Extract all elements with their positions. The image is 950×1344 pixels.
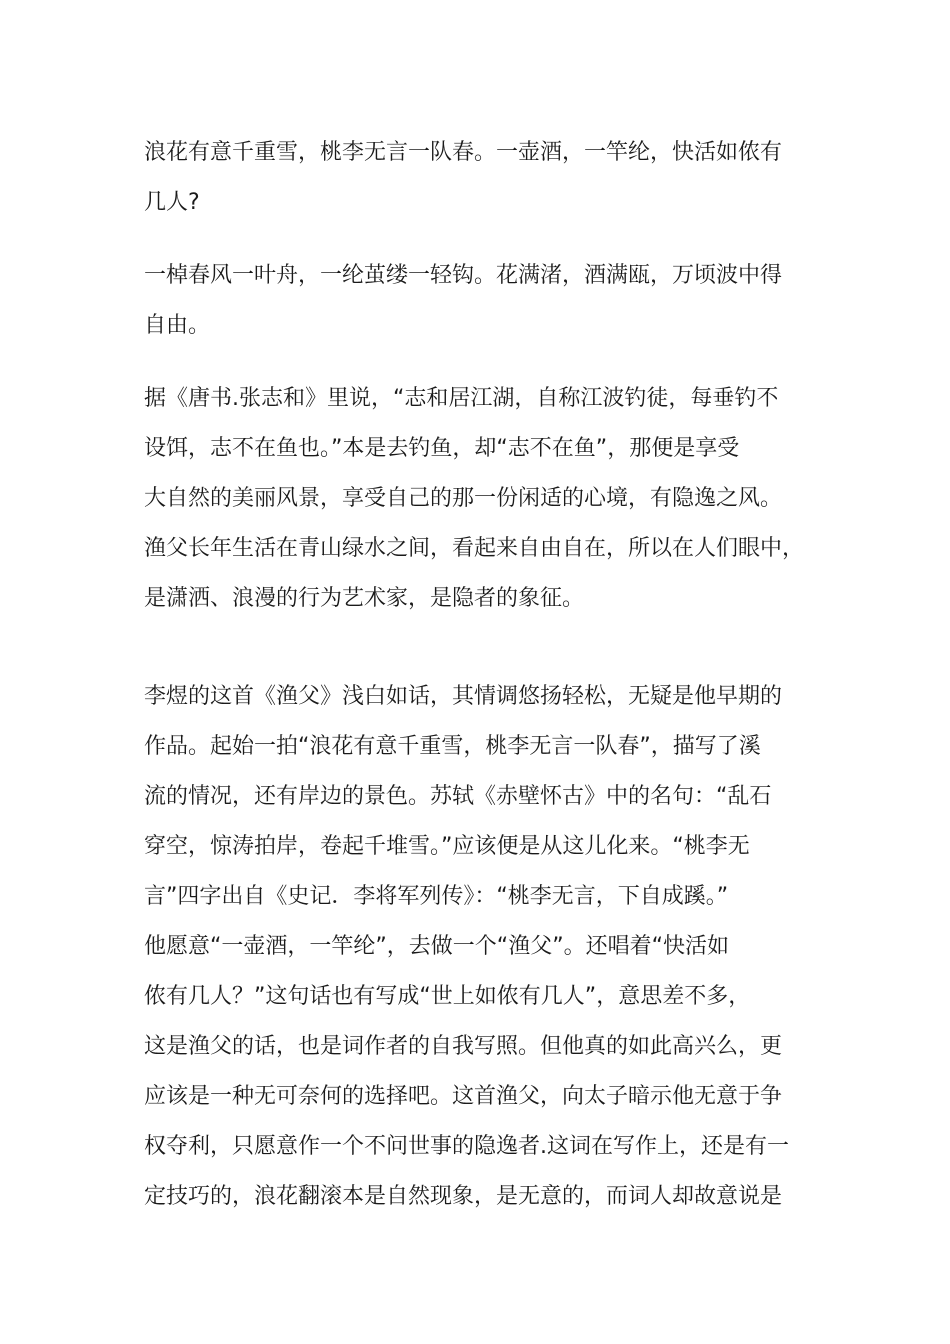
text-line: 言”四字出自《史记．李将军列传》：“桃李无言，下自成蹊。” bbox=[144, 884, 729, 909]
text-line: 李煜的这首《渔父》浅白如话，其情调悠扬轻松，无疑是他早期的 bbox=[144, 684, 783, 709]
paragraph-poem-2 bbox=[144, 251, 816, 351]
text-column bbox=[144, 128, 816, 1222]
text-line: 据《唐书.张志和》里说，“志和居江湖，自称江波钓徒，每垂钓不 bbox=[144, 386, 779, 411]
text-line: 应该是一种无可奈何的选择吧。这首渔父，向太子暗示他无意于争 bbox=[144, 1084, 783, 1109]
paragraph-background bbox=[144, 374, 816, 624]
text-line: 自由。 bbox=[144, 313, 211, 338]
text-line: 流的情况，还有岸边的景色。苏轼《赤壁怀古》中的名句：“乱石 bbox=[144, 784, 772, 809]
paragraph-gap bbox=[144, 351, 816, 374]
text-line: 一棹春风一叶舟，一纶茧缕一轻钩。花满渚，酒满瓯，万顷波中得 bbox=[144, 263, 783, 288]
text-line: 权夺利，只愿意作一个不问世事的隐逸者.这词在写作上，还是有一 bbox=[144, 1134, 789, 1159]
text-line: 侬有几人？”这句话也有写成“世上如侬有几人”，意思差不多， bbox=[144, 984, 751, 1009]
text-line: 大自然的美丽风景，享受自己的那一份闲适的心境，有隐逸之风。 bbox=[144, 486, 783, 511]
paragraph-gap bbox=[144, 228, 816, 251]
text-line: 设饵，志不在鱼也。”本是去钓鱼，却“志不在鱼”，那便是享受 bbox=[144, 436, 740, 461]
text-line: 定技巧的，浪花翻滚本是自然现象，是无意的，而词人却故意说是 bbox=[144, 1184, 783, 1209]
paragraph-poem-1 bbox=[144, 128, 816, 228]
paragraph-commentary bbox=[144, 672, 816, 1222]
text-line: 他愿意“一壶酒，一竿纶”，去做一个“渔父”。还唱着“快活如 bbox=[144, 934, 729, 959]
text-line: 这是渔父的话，也是词作者的自我写照。但他真的如此高兴么，更 bbox=[144, 1034, 783, 1059]
text-line: 作品。起始一拍“浪花有意千重雪，桃李无言一队春”，描写了溪 bbox=[144, 734, 761, 759]
text-line: 是潇洒、浪漫的行为艺术家，是隐者的象征。 bbox=[144, 586, 585, 611]
text-line: 几人? bbox=[144, 190, 200, 215]
text-line: 穿空，惊涛拍岸，卷起千堆雪。”应该便是从这儿化来。“桃李无 bbox=[144, 834, 750, 859]
text-line: 浪花有意千重雪，桃李无言一队春。一壶酒，一竿纶，快活如侬有 bbox=[144, 140, 783, 165]
text-line: 渔父长年生活在青山绿水之间，看起来自由自在，所以在人们眼中， bbox=[144, 536, 805, 561]
paragraph-gap bbox=[144, 624, 816, 672]
